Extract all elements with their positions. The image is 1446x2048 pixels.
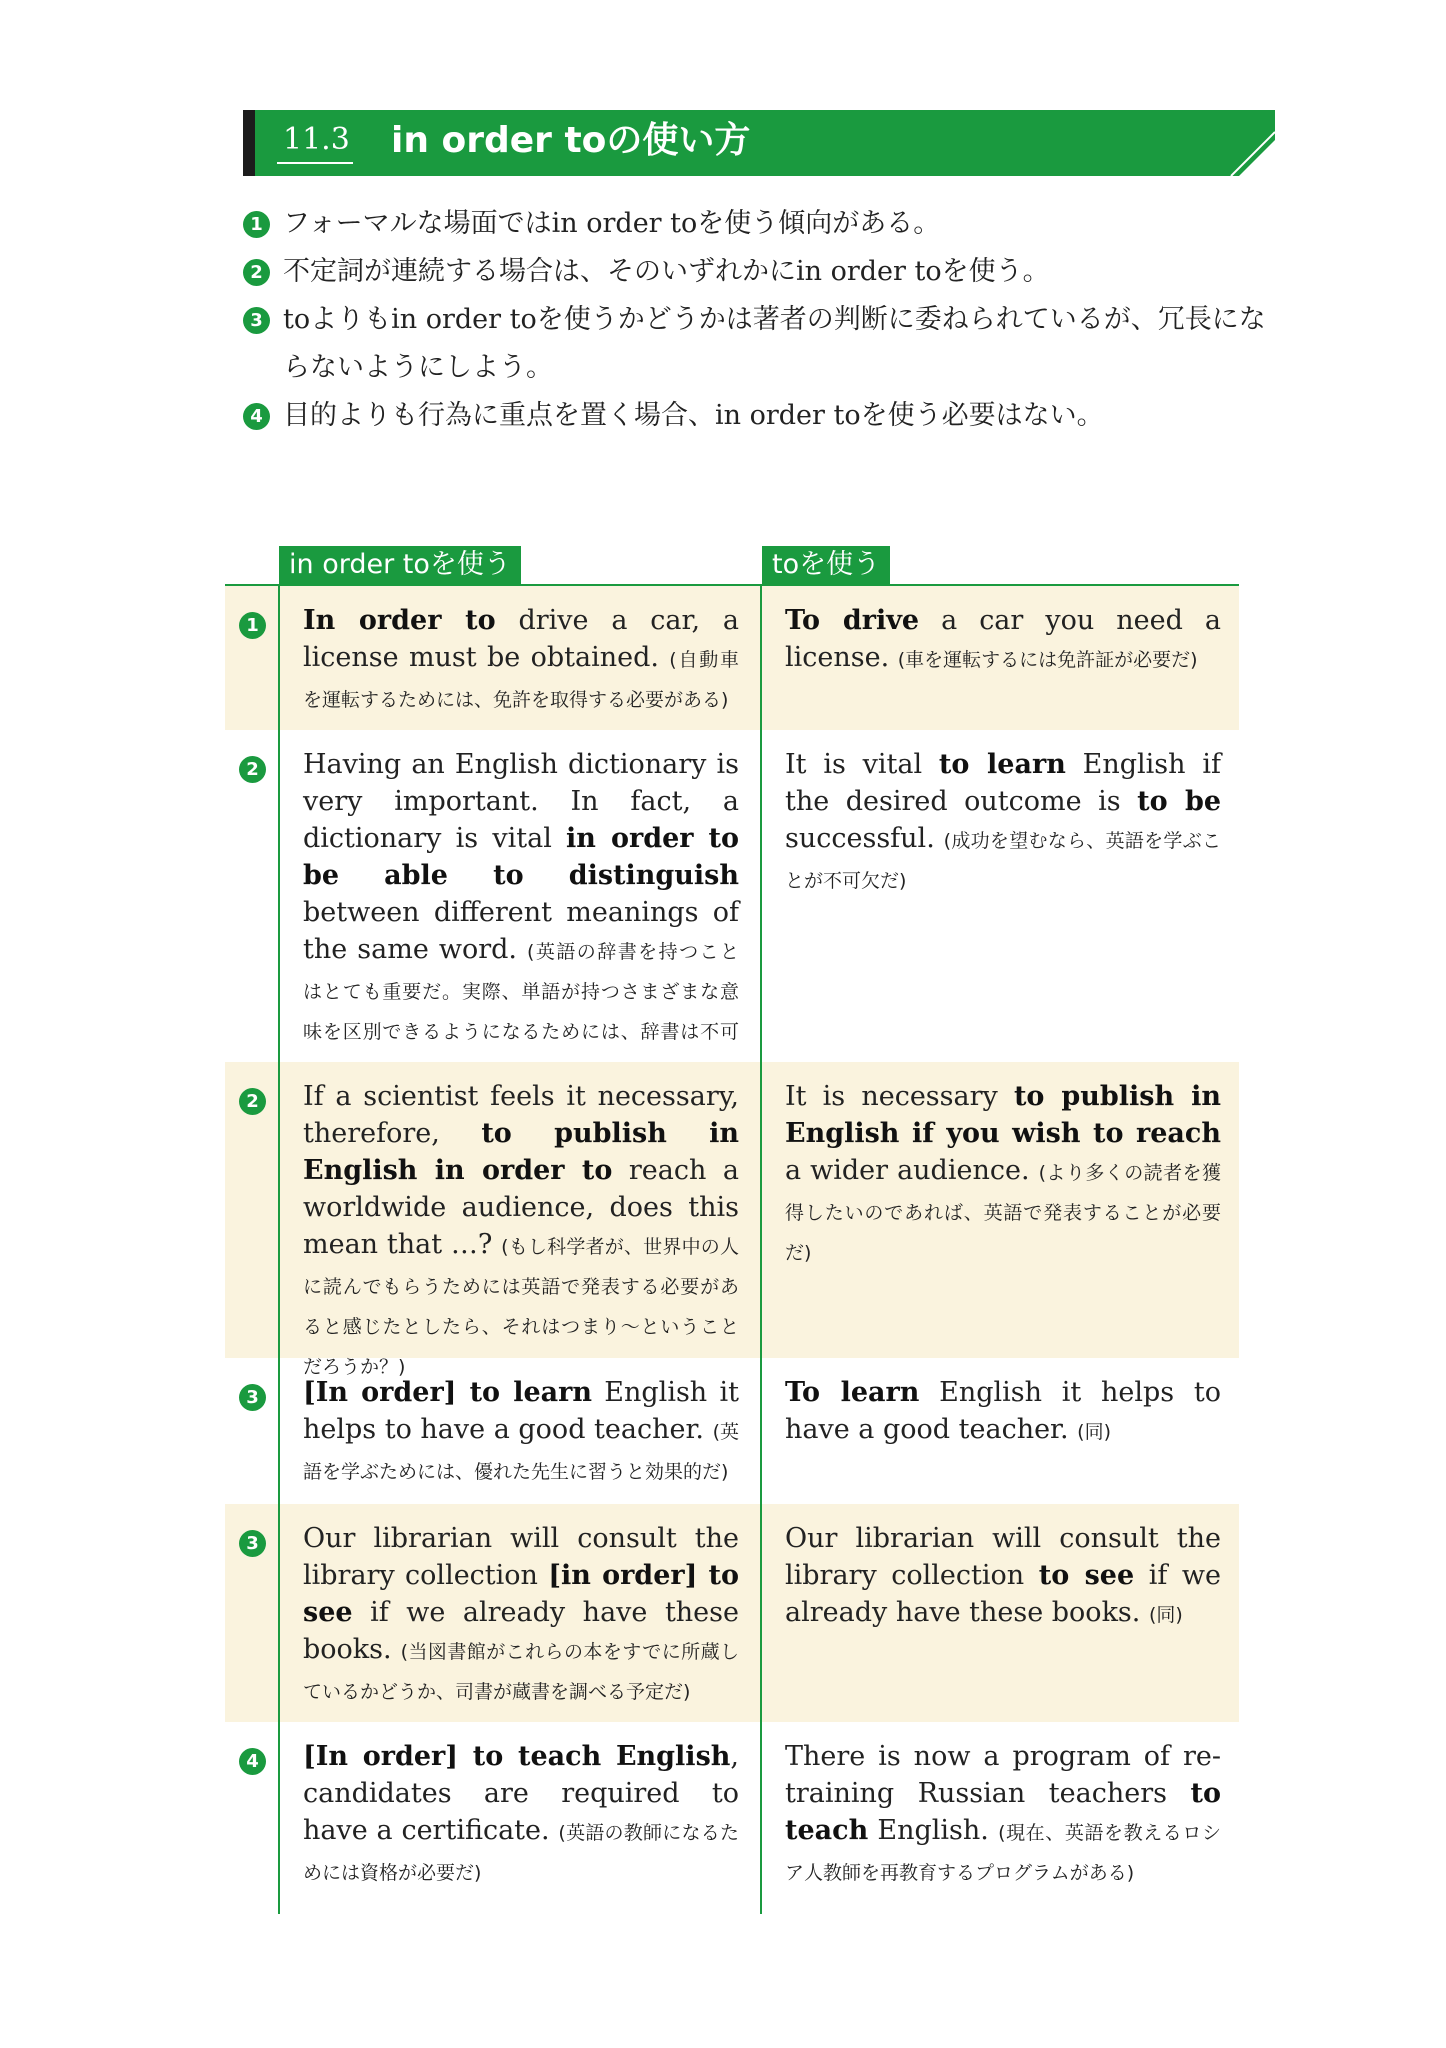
point-text: 不定詞が連続する場合は、そのいずれかにin order toを使う。 <box>283 256 1050 287</box>
table-row <box>225 1062 1239 1378</box>
number-badge-icon: 3 <box>239 1530 266 1557</box>
example-text: If a scientist feels it necessary, therefore, <box>303 1081 739 1149</box>
point-text: toよりもin order toを使うかどうかは著者の判断に委ねられているが、冗長にならないようにしよう。 <box>283 304 1266 383</box>
emphasis-text: to publish in English if you wish to reach <box>785 1081 1221 1149</box>
japanese-translation: (より多くの読者を獲得したいのであれば、英語で発表することが必要だ) <box>785 1162 1221 1264</box>
point-item <box>243 200 1283 248</box>
number-badge-icon: 4 <box>239 1748 266 1775</box>
example-text: English it helps to have a good teacher. <box>785 1377 1221 1445</box>
table-row <box>225 1504 1239 1722</box>
example-text: Our librarian will consult the library collection <box>785 1523 1221 1591</box>
japanese-translation: (同) <box>1148 1604 1183 1626</box>
example-in-order-to <box>303 1738 739 1892</box>
number-badge-icon: 2 <box>239 756 266 783</box>
example-in-order-to <box>303 1374 739 1491</box>
japanese-translation: (もし科学者が、世界中の人に読んでもらうためには英語で発表する必要があると感じたとしたら、それはつまり～ということだろうか？) <box>303 1236 739 1378</box>
table-row <box>225 586 1239 730</box>
corner-fold-icon <box>1229 110 1275 176</box>
example-to <box>785 1520 1221 1634</box>
emphasis-text: to teach <box>785 1778 1221 1846</box>
emphasis-text: [In order] to teach English <box>303 1741 731 1772</box>
example-text: Having an English dictionary is very important. In fact, a dictionary is vital <box>303 749 739 854</box>
number-badge-icon: 1 <box>243 211 270 238</box>
column-header-to: toを使う <box>762 546 890 584</box>
example-in-order-to <box>303 746 739 1091</box>
section-number-underline <box>277 162 353 164</box>
emphasis-text: [In order] to learn <box>303 1377 592 1408</box>
example-text: drive a car, a license must be obtained. <box>303 605 739 673</box>
example-text: , candidates are required to have a certificate. <box>303 1741 739 1846</box>
japanese-translation: (英語の辞書を持つことはとても重要だ。実際、単語が持つさまざまな意味を区別できるようになるためには、辞書は不可 <box>303 941 739 1043</box>
example-to <box>785 1738 1221 1892</box>
section-header <box>243 110 1275 176</box>
emphasis-text: to learn <box>938 749 1066 780</box>
example-text: English if the desired outcome is <box>785 749 1221 817</box>
emphasis-text: In order to <box>303 605 496 636</box>
point-text: フォーマルな場面ではin order toを使う傾向がある。 <box>283 208 941 239</box>
number-badge-icon: 4 <box>243 403 270 430</box>
point-item <box>243 248 1283 296</box>
example-text: if we already have these books. <box>785 1560 1222 1628</box>
column-divider <box>760 584 762 1914</box>
emphasis-text: in order to be able to distinguish <box>303 823 739 891</box>
emphasis-text: To learn <box>785 1377 920 1408</box>
point-text: 目的よりも行為に重点を置く場合、in order toを使う必要はない。 <box>283 400 1104 431</box>
example-text: if we already have these books. <box>303 1597 739 1665</box>
japanese-translation: (自動車を運転するためには、免許を取得する必要がある) <box>303 649 739 711</box>
example-text: It is vital <box>785 749 939 780</box>
example-to <box>785 1078 1221 1272</box>
table-row <box>225 1722 1239 1914</box>
points-list <box>243 200 1283 440</box>
example-text: a wider audience. <box>785 1155 1039 1186</box>
example-text: between different meanings of the same word. <box>303 897 739 965</box>
japanese-translation: (英語を学ぶためには、優れた先生に習うと効果的だ) <box>303 1421 739 1483</box>
example-to <box>785 746 1221 900</box>
point-item <box>243 392 1283 440</box>
column-header-in-order-to: in order toを使う <box>279 546 521 584</box>
example-to <box>785 1374 1221 1451</box>
example-to <box>785 602 1221 679</box>
example-in-order-to <box>303 602 739 719</box>
example-text: English it helps to have a good teacher. <box>303 1377 739 1445</box>
japanese-translation: (同) <box>1077 1421 1111 1443</box>
point-item <box>243 296 1283 392</box>
number-badge-icon: 2 <box>239 1088 266 1115</box>
emphasis-text: To drive <box>785 605 920 636</box>
example-text: reach a worldwide audience, does this mean that …? <box>303 1155 739 1260</box>
japanese-translation: (当図書館がこれらの本をすでに所蔵しているかどうか、司書が蔵書を調べる予定だ) <box>303 1641 740 1703</box>
example-in-order-to <box>303 1520 739 1711</box>
example-text: It is necessary <box>785 1081 1014 1112</box>
section-title: in order toの使い方 <box>391 120 751 161</box>
table-row <box>225 1358 1239 1504</box>
column-divider <box>278 584 280 1914</box>
emphasis-text: to publish in English in order to <box>303 1118 740 1186</box>
example-text: There is now a program of retraining Russian teachers <box>785 1741 1221 1809</box>
number-badge-icon: 1 <box>239 612 266 639</box>
number-badge-icon: 2 <box>243 259 270 286</box>
example-text: a car you need a license. <box>785 605 1221 673</box>
table-row <box>225 730 1239 1062</box>
section-header-cap <box>243 110 255 176</box>
example-in-order-to <box>303 1078 739 1386</box>
emphasis-text: [in order] to see <box>303 1560 739 1628</box>
japanese-translation: (英語の教師になるためには資格が必要だ) <box>303 1822 739 1884</box>
japanese-translation: (現在、英語を教えるロシア人教師を再教育するプログラムがある) <box>785 1822 1221 1884</box>
example-text: successful. <box>785 823 944 854</box>
section-number: 11.3 <box>283 122 350 157</box>
japanese-translation: (成功を望むなら、英語を学ぶことが不可欠だ) <box>785 830 1221 892</box>
emphasis-text: to see <box>1038 1560 1135 1591</box>
example-text: Our librarian will consult the library collection <box>303 1523 739 1591</box>
example-text: English. <box>868 1815 999 1846</box>
number-badge-icon: 3 <box>239 1384 266 1411</box>
emphasis-text: to be <box>1137 786 1222 817</box>
number-badge-icon: 3 <box>243 307 270 334</box>
japanese-translation: (車を運転するには免許証が必要だ) <box>897 649 1198 671</box>
